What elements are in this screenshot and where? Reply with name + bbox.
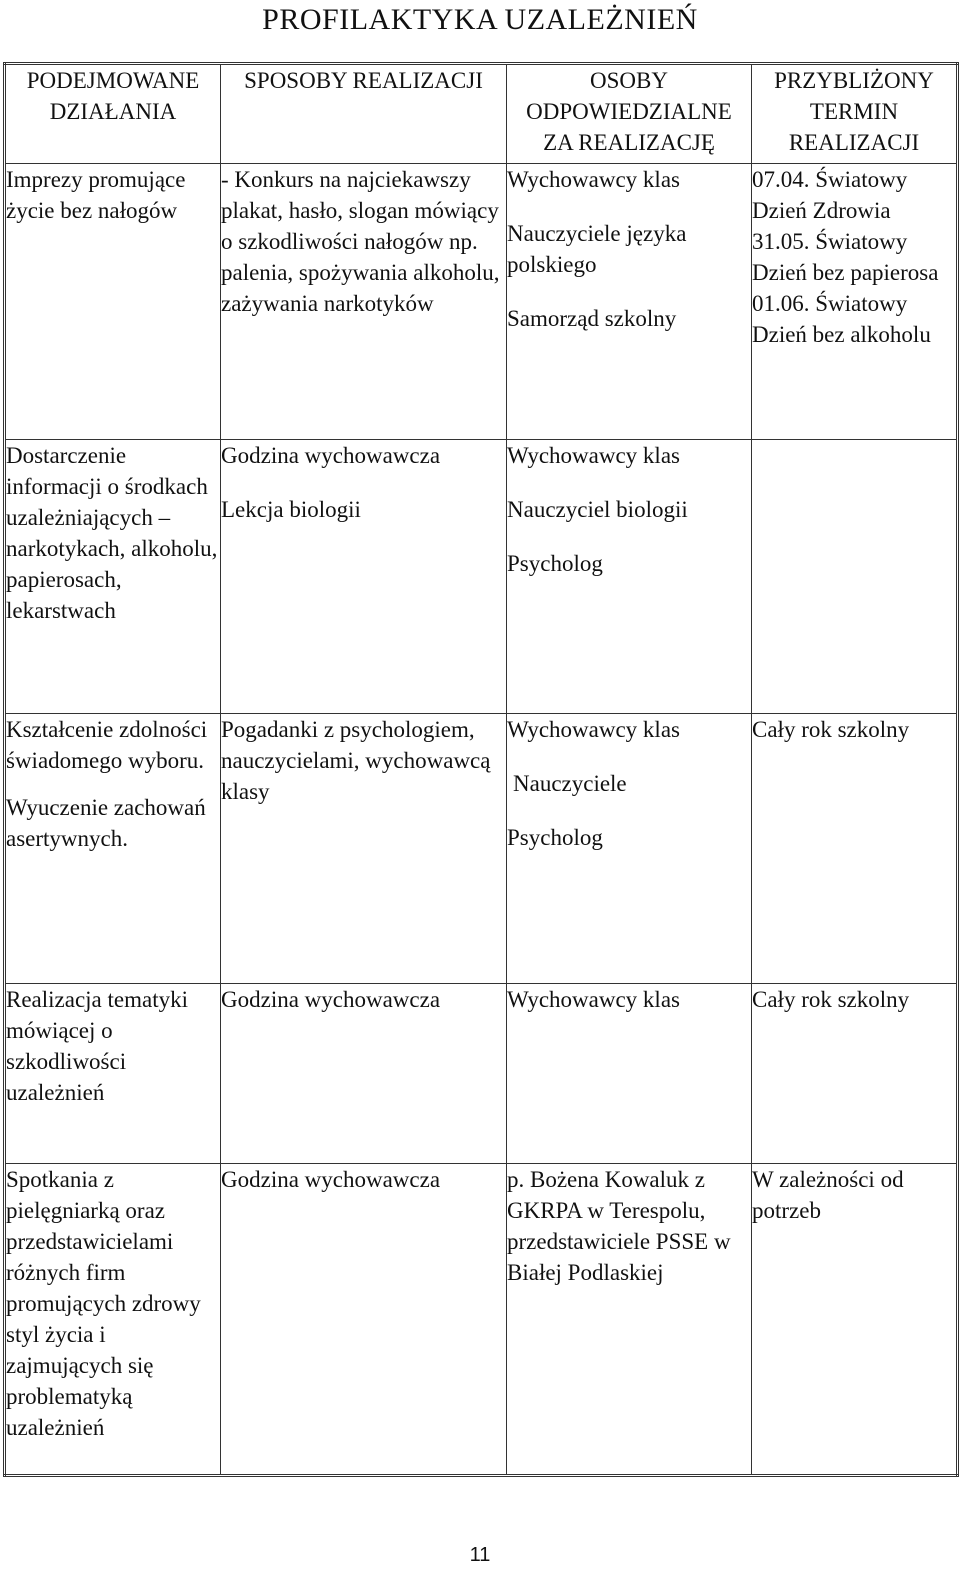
term-cell <box>752 714 958 984</box>
persons-cell <box>507 440 752 714</box>
term-text: 01.06. Światowy Dzień bez alkoholu <box>752 291 931 347</box>
methods-cell <box>221 984 507 1164</box>
person-text: Psycholog <box>507 551 603 576</box>
action-text: Dostarczenie informacji o środkach uzależniających – narkotykach, alkoholu, papierosach, lekarstwach <box>6 443 218 623</box>
page-number: 11 <box>469 1544 491 1566</box>
header-line: PRZYBLIŻONY <box>774 68 934 93</box>
method-text: Godzina wychowawcza <box>221 1167 441 1192</box>
header-line: ODPOWIEDZIALNE <box>526 99 732 124</box>
header-line: REALIZACJI <box>788 130 920 155</box>
method-text: Lekcja biologii <box>221 497 361 522</box>
action-cell <box>5 164 221 440</box>
term-cell <box>752 1164 958 1476</box>
header-line: SPOSOBY REALIZACJI <box>244 68 483 93</box>
term-cell <box>752 440 958 714</box>
action-cell <box>5 714 221 984</box>
table-header-row <box>5 64 958 164</box>
methods-cell <box>221 440 507 714</box>
action-text: Realizacja tematyki mówiącej o szkodliwości uzależnień <box>6 987 188 1105</box>
person-text: Wychowawcy klas <box>507 717 680 742</box>
term-cell <box>752 164 958 440</box>
method-text: Godzina wychowawcza <box>221 443 441 468</box>
table-row <box>5 164 958 440</box>
person-text: Wychowawcy klas <box>507 167 680 192</box>
persons-cell <box>507 984 752 1164</box>
header-line: TERMIN <box>809 99 899 124</box>
prevention-table <box>3 62 959 1477</box>
header-methods <box>221 64 507 164</box>
person-text: Nauczyciele <box>513 771 627 796</box>
action-text: Kształcenie zdolności świadomego wyboru. <box>6 717 208 773</box>
header-line: PODEJMOWANE <box>26 68 200 93</box>
person-text: Wychowawcy klas <box>507 987 680 1012</box>
page-title: PROFILAKTYKA UZALEŻNIEŃ <box>262 3 698 36</box>
header-line: OSOBY <box>590 68 668 93</box>
term-text: 31.05. Światowy Dzień bez papierosa <box>752 229 939 285</box>
persons-cell <box>507 164 752 440</box>
action-cell <box>5 440 221 714</box>
person-text: Nauczyciel biologii <box>507 497 688 522</box>
person-text: Samorząd szkolny <box>507 306 677 331</box>
methods-cell <box>221 1164 507 1476</box>
action-cell <box>5 984 221 1164</box>
term-text: Cały rok szkolny <box>752 987 910 1012</box>
term-cell <box>752 984 958 1164</box>
term-text: Cały rok szkolny <box>752 717 910 742</box>
method-text: - Konkurs na najciekawszy plakat, hasło, slogan mówiący o szkodliwości nałogów np. palenia, spożywania alkoholu, zażywania narkotyków <box>221 167 500 316</box>
term-text: 07.04. Światowy Dzień Zdrowia <box>752 167 908 223</box>
person-text: Nauczyciele języka polskiego <box>507 221 687 277</box>
table-row <box>5 984 958 1164</box>
persons-cell <box>507 714 752 984</box>
header-persons <box>507 64 752 164</box>
method-text: Godzina wychowawcza <box>221 987 441 1012</box>
table-row <box>5 1164 958 1476</box>
header-term <box>752 64 958 164</box>
term-text: W zależności od potrzeb <box>752 1167 904 1223</box>
methods-cell <box>221 714 507 984</box>
person-text: Wychowawcy klas <box>507 443 680 468</box>
action-text: Spotkania z pielęgniarką oraz przedstawicielami różnych firm promujących zdrowy styl życia i zajmujących się problematyką uzależnień <box>6 1167 201 1440</box>
header-line: DZIAŁANIA <box>49 99 177 124</box>
table-row <box>5 714 958 984</box>
action-text: Imprezy promujące życie bez nałogów <box>6 167 186 223</box>
header-actions <box>5 64 221 164</box>
action-text: Wyuczenie zachowań asertywnych. <box>6 795 206 851</box>
action-cell <box>5 1164 221 1476</box>
methods-cell <box>221 164 507 440</box>
person-text: Psycholog <box>507 825 603 850</box>
person-text: p. Bożena Kowaluk z GKRPA w Terespolu, przedstawiciele PSSE w Białej Podlaskiej <box>507 1167 731 1285</box>
header-line: ZA REALIZACJĘ <box>543 130 715 155</box>
table-row <box>5 440 958 714</box>
method-text: Pogadanki z psychologiem, nauczycielami, wychowawcą klasy <box>221 717 491 804</box>
persons-cell <box>507 1164 752 1476</box>
